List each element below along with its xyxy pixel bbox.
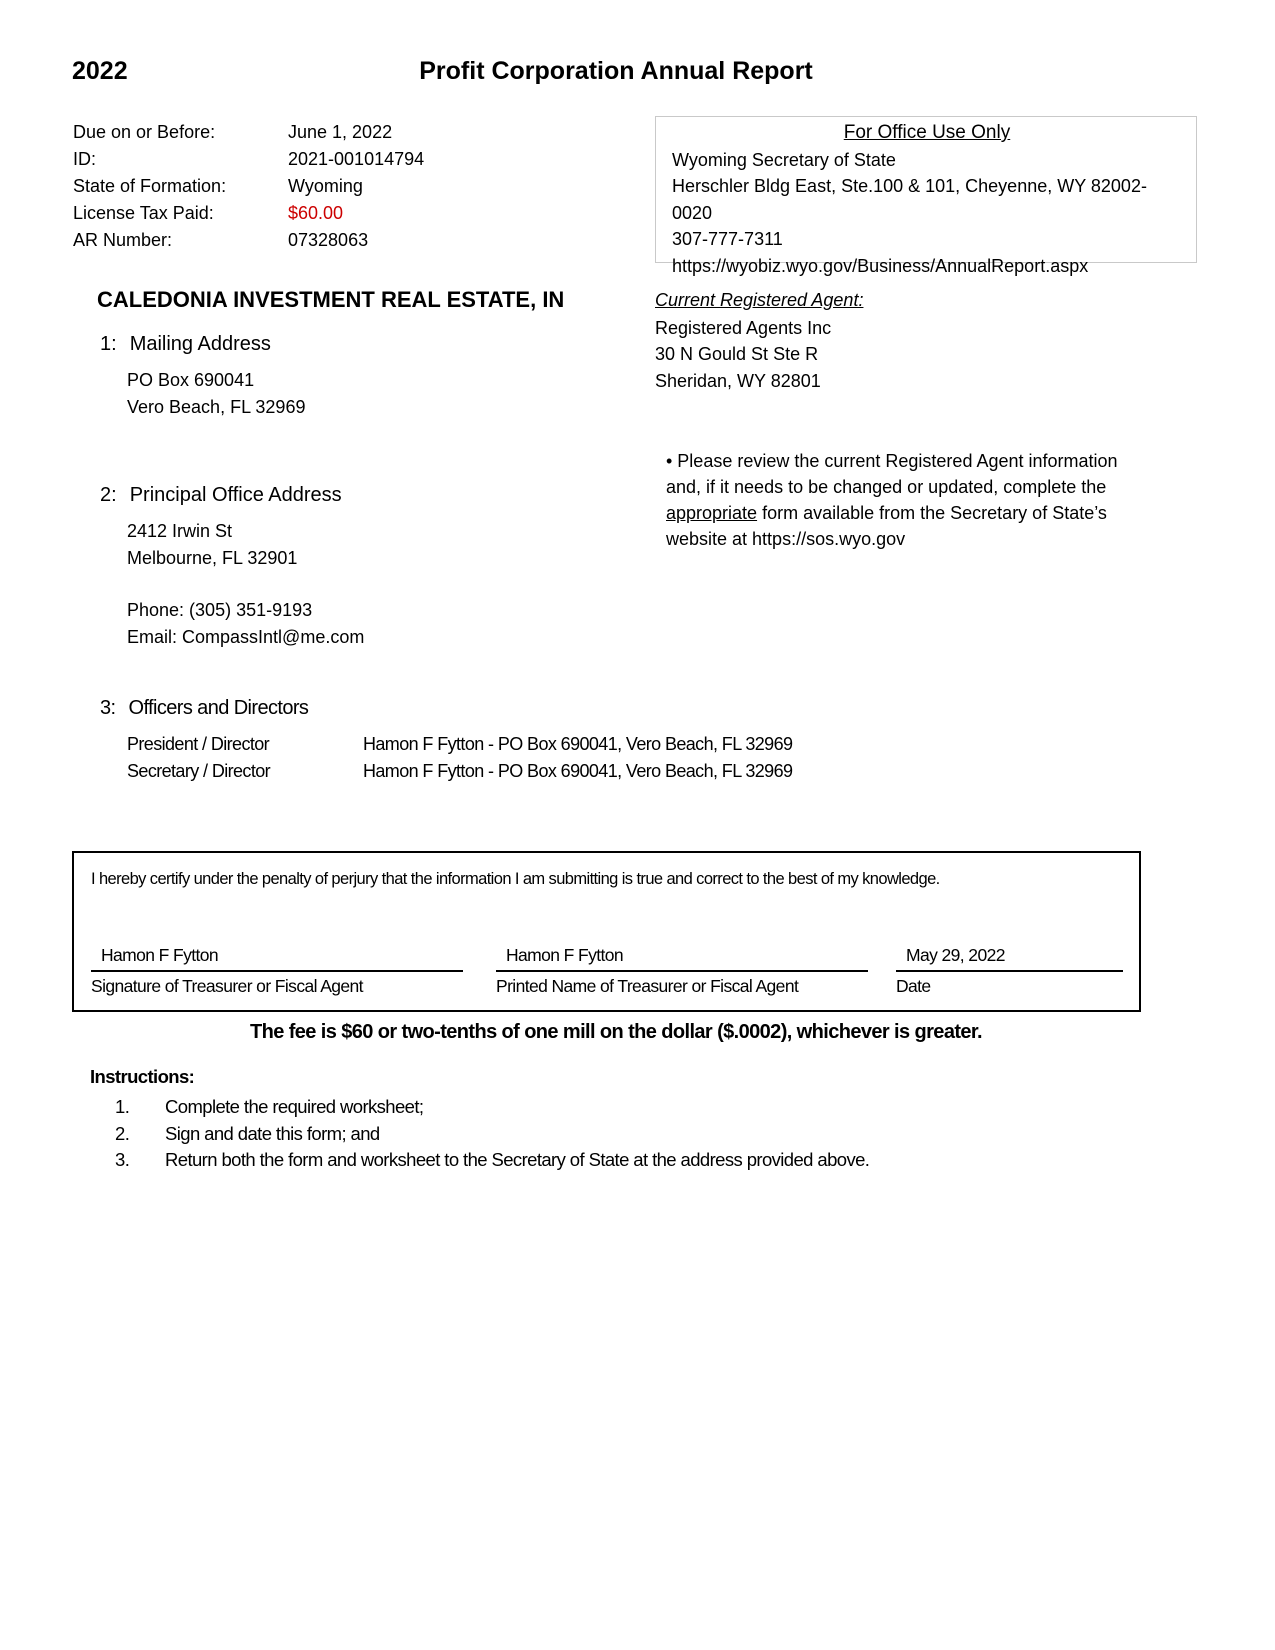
- instruction-number: 2.: [115, 1122, 130, 1144]
- officers-table: [127, 731, 792, 785]
- officer-role: President / Director: [127, 734, 270, 754]
- printed-name-column: [496, 945, 868, 997]
- license-tax-paid-value: $60.00: [288, 203, 344, 223]
- printed-name-value: Hamon F Fytton: [496, 945, 868, 972]
- phone-line: Phone: (305) 351-9193: [127, 600, 313, 620]
- sos-phone-line: 307-777-7311: [672, 229, 783, 249]
- signature-row: [91, 945, 1123, 997]
- principal-address-line1: 2412 Irwin St: [127, 521, 233, 541]
- fee-note: The fee is $60 or two-tenths of one mill on the dollar ($.0002), whichever is greater.: [250, 1021, 982, 1043]
- section-title: Mailing Address: [129, 333, 271, 355]
- instructions-list: [90, 1094, 869, 1174]
- registered-agent-note: [666, 448, 1142, 552]
- instruction-item: [90, 1121, 869, 1148]
- signature-value: Hamon F Fytton: [91, 945, 463, 972]
- filing-row-license-tax: [73, 200, 424, 227]
- filing-row-due-date: [73, 119, 424, 146]
- ar-number-value: 07328063: [288, 230, 369, 250]
- report-year: 2022: [72, 57, 128, 85]
- section-mailing-address-heading: [100, 333, 271, 356]
- instruction-item: [90, 1094, 869, 1121]
- filing-row-id: [73, 146, 424, 173]
- filing-info: [73, 119, 424, 254]
- report-title: Profit Corporation Annual Report: [419, 57, 813, 85]
- date-label: Date: [896, 976, 931, 996]
- principal-address-line2: Melbourne, FL 32901: [127, 548, 298, 568]
- section-title: Principal Office Address: [129, 484, 342, 506]
- date-column: [896, 945, 1123, 997]
- note-text-underlined: appropriate: [666, 503, 758, 523]
- filing-label: ID:: [73, 149, 97, 169]
- registered-agent-street: 30 N Gould St Ste R: [655, 344, 819, 364]
- entity-id-value: 2021-001014794: [288, 149, 425, 169]
- for-office-use-only-box: [655, 116, 1197, 276]
- officer-detail: Hamon F Fytton - PO Box 690041, Vero Beach, FL 32969: [363, 734, 793, 754]
- instruction-text: Complete the required worksheet;: [165, 1096, 424, 1117]
- officer-role: Secretary / Director: [127, 761, 271, 781]
- state-of-formation-value: Wyoming: [288, 176, 363, 196]
- officer-detail: Hamon F Fytton - PO Box 690041, Vero Beach, FL 32969: [363, 761, 793, 781]
- mailing-address-block: [127, 367, 305, 421]
- signature-label: Signature of Treasurer or Fiscal Agent: [91, 976, 363, 996]
- mailing-address-line2: Vero Beach, FL 32969: [127, 397, 306, 417]
- mailing-address-line1: PO Box 690041: [127, 370, 255, 390]
- instruction-number: 1.: [115, 1096, 130, 1117]
- note-text-post: form available from the Secretary of State’s website at https://sos.wyo.gov: [666, 503, 1107, 549]
- office-use-title: For Office Use Only: [843, 122, 1011, 143]
- section-principal-office-heading: [100, 484, 342, 507]
- filing-row-ar-number: [73, 227, 424, 254]
- date-value: May 29, 2022: [896, 945, 1123, 972]
- contact-block: [127, 597, 364, 651]
- registered-agent-city: Sheridan, WY 82801: [655, 370, 821, 391]
- email-line: Email: CompassIntl@me.com: [127, 627, 365, 647]
- registered-agent-block: [655, 287, 863, 394]
- instruction-text: Sign and date this form; and: [165, 1122, 380, 1144]
- section-number: 3:: [100, 697, 116, 719]
- instruction-number: 3.: [115, 1149, 130, 1170]
- instruction-text: Return both the form and worksheet to the Secretary of State at the address provided above.: [165, 1149, 870, 1170]
- filing-label: License Tax Paid:: [73, 203, 214, 223]
- company-name: CALEDONIA INVESTMENT REAL ESTATE, IN: [97, 287, 565, 312]
- certification-statement: I hereby certify under the penalty of perjury that the information I am submitting is true and correct to the best of my knowledge.: [91, 870, 940, 888]
- sos-url-line: https://wyobiz.wyo.gov/Business/AnnualReport.aspx: [672, 255, 1089, 276]
- registered-agent-name: Registered Agents Inc: [655, 317, 832, 338]
- section-officers-heading: [100, 697, 308, 720]
- registered-agent-heading: Current Registered Agent:: [655, 290, 864, 310]
- certification-box: [72, 851, 1141, 1012]
- signature-column: [91, 945, 463, 997]
- sos-name-line: Wyoming Secretary of State: [672, 149, 896, 170]
- filing-label: AR Number:: [73, 230, 173, 250]
- filing-label: Due on or Before:: [73, 122, 216, 142]
- instruction-item: [90, 1147, 869, 1174]
- sos-address-line: Herschler Bldg East, Ste.100 & 101, Cheyenne, WY 82002-0020: [672, 176, 1147, 223]
- officer-row: [127, 731, 792, 758]
- due-date-value: June 1, 2022: [288, 122, 393, 142]
- section-number: 2:: [100, 484, 117, 506]
- printed-name-label: Printed Name of Treasurer or Fiscal Agent: [496, 976, 799, 996]
- filing-label: State of Formation:: [73, 176, 227, 196]
- section-title: Officers and Directors: [128, 697, 309, 719]
- section-number: 1:: [100, 333, 117, 355]
- filing-row-state: [73, 173, 424, 200]
- principal-office-address-block: [127, 518, 297, 572]
- officer-row: [127, 758, 792, 785]
- instructions-heading: Instructions:: [90, 1066, 195, 1087]
- note-text-pre: • Please review the current Registered Agent information and, if it needs to be changed or updated, complete the: [666, 451, 1118, 497]
